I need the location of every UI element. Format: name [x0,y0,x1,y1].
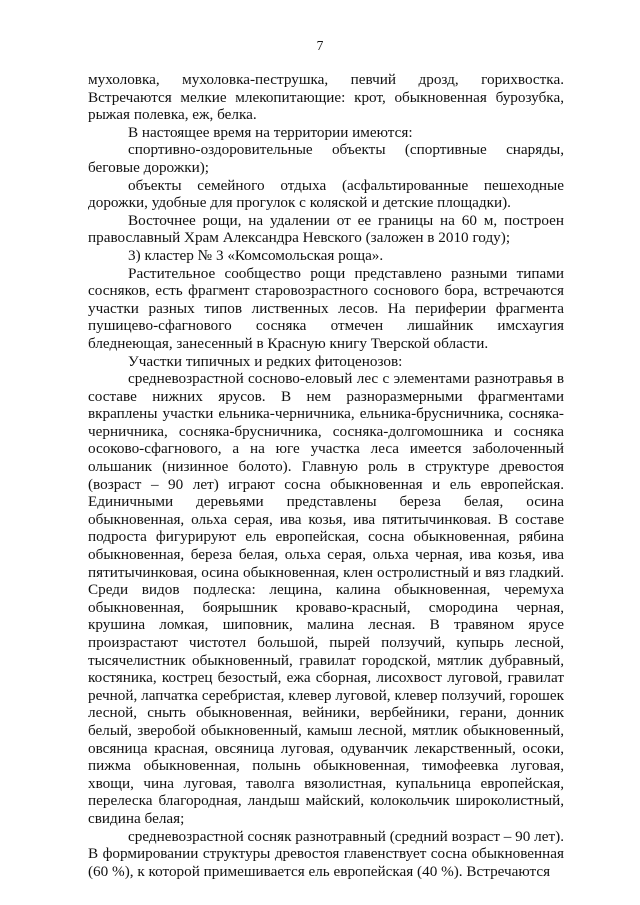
paragraph-plant-community: Растительное сообщество рощи представлено разными типами сосняков, есть фрагмент старовозрастного соснового бора, встречаются участки разных типов лиственных лесов. На периферии фрагмента пушицево-сфагнового сосняка отмечен лишайник имсхаугия бледнеющая, занесенный в Красную книгу Тверской области. [88,264,564,352]
paragraph-fauna-continuation: мухоловка, мухоловка-пеструшка, певчий дрозд, горихвостка. Встречаются мелкие млекопитающие: крот, обыкновенная бурозубка, рыжая полевка, еж, белка. [88,71,564,124]
page-number: 7 [316,38,324,53]
paragraph-pine-forest-herbs: средневозрастной сосняк разнотравный (средний возраст – 90 лет). В формировании структуры древостоя главенствует сосна обыкновенная (60 %), к которой примешивается ель европейская (40 %). Встречаются [88,827,564,880]
paragraph-church: Восточнее рощи, на удалении от ее границы на 60 м, построен православный Храм Александра Невского (заложен в 2010 году); [88,211,564,247]
paragraph-pine-spruce-forest: средневозрастной сосново-еловый лес с элементами разнотравья в составе нижних ярусов. В нем разноразмерными фрагментами вкраплены участки ельника-черничника, ельника-брусничника, сосняка-черничника, сосняка-брусничника, сосняка-долгомошника и сосняка осоково-сфагнового, а на юге участка леса имеется заболоченный ольшаник (низинное болото). Главную роль в структуре древостоя (возраст – 90 лет) играют сосна обыкновенная и ель европейская. Единичными деревьями представлены береза белая, осина обыкновенная, ольха серая, ива козья, ива пятитычинковая. В составе подроста фигурируют ель европейская, сосна обыкновенная, рябина обыкновенная, береза белая, ольха серая, ольха черная, ива козья, ива пятитычинковая, осина обыкновенная, клен остролистный и вяз гладкий. Среди видов подлеска: лещина, калина обыкновенная, черемуха обыкновенная, боярышник кроваво-красный, смородина черная, крушина ломкая, шиповник, малина лесная. В травяном ярусе произрастают чистотел большой, пырей ползучий, купырь лесной, тысячелистник обыкновенный, гравилат городской, мятлик дубравный, костяника, кострец безостый, ежа сборная, лисохвост луговой, гравилат речной, лапчатка серебристая, клевер луговой, клевер ползучий, горошек лесной, сныть обыкновенная, вейники, вербейники, герани, донник белый, зверобой обыкновенный, камыш лесной, мятлик обыкновенный, овсяница красная, овсяница луговая, одуванчик лекарственный, осоки, пижма обыкновенная, полынь обыкновенная, тимофеевка луговая, хвощи, чина луговая, таволга вязолистная, купальница европейская, перелеска благородная, ландыш майский, колокольчик широколистный, свидина белая; [88,370,564,827]
body-text [88,71,564,880]
paragraph-cluster-heading: 3) кластер № 3 «Комсомольская роща». [128,246,384,264]
paragraph-phytocenoses-intro: Участки типичных и редких фитоценозов: [128,352,403,370]
paragraph-sports-objects: спортивно-оздоровительные объекты (спортивные снаряды, беговые дорожки); [88,141,564,176]
paragraph-facilities-intro: В настоящее время на территории имеются: [128,123,413,141]
paragraph-family-recreation: объекты семейного отдыха (асфальтированные пешеходные дорожки, удобные для прогулок с коляской и детские площадки). [88,176,564,212]
